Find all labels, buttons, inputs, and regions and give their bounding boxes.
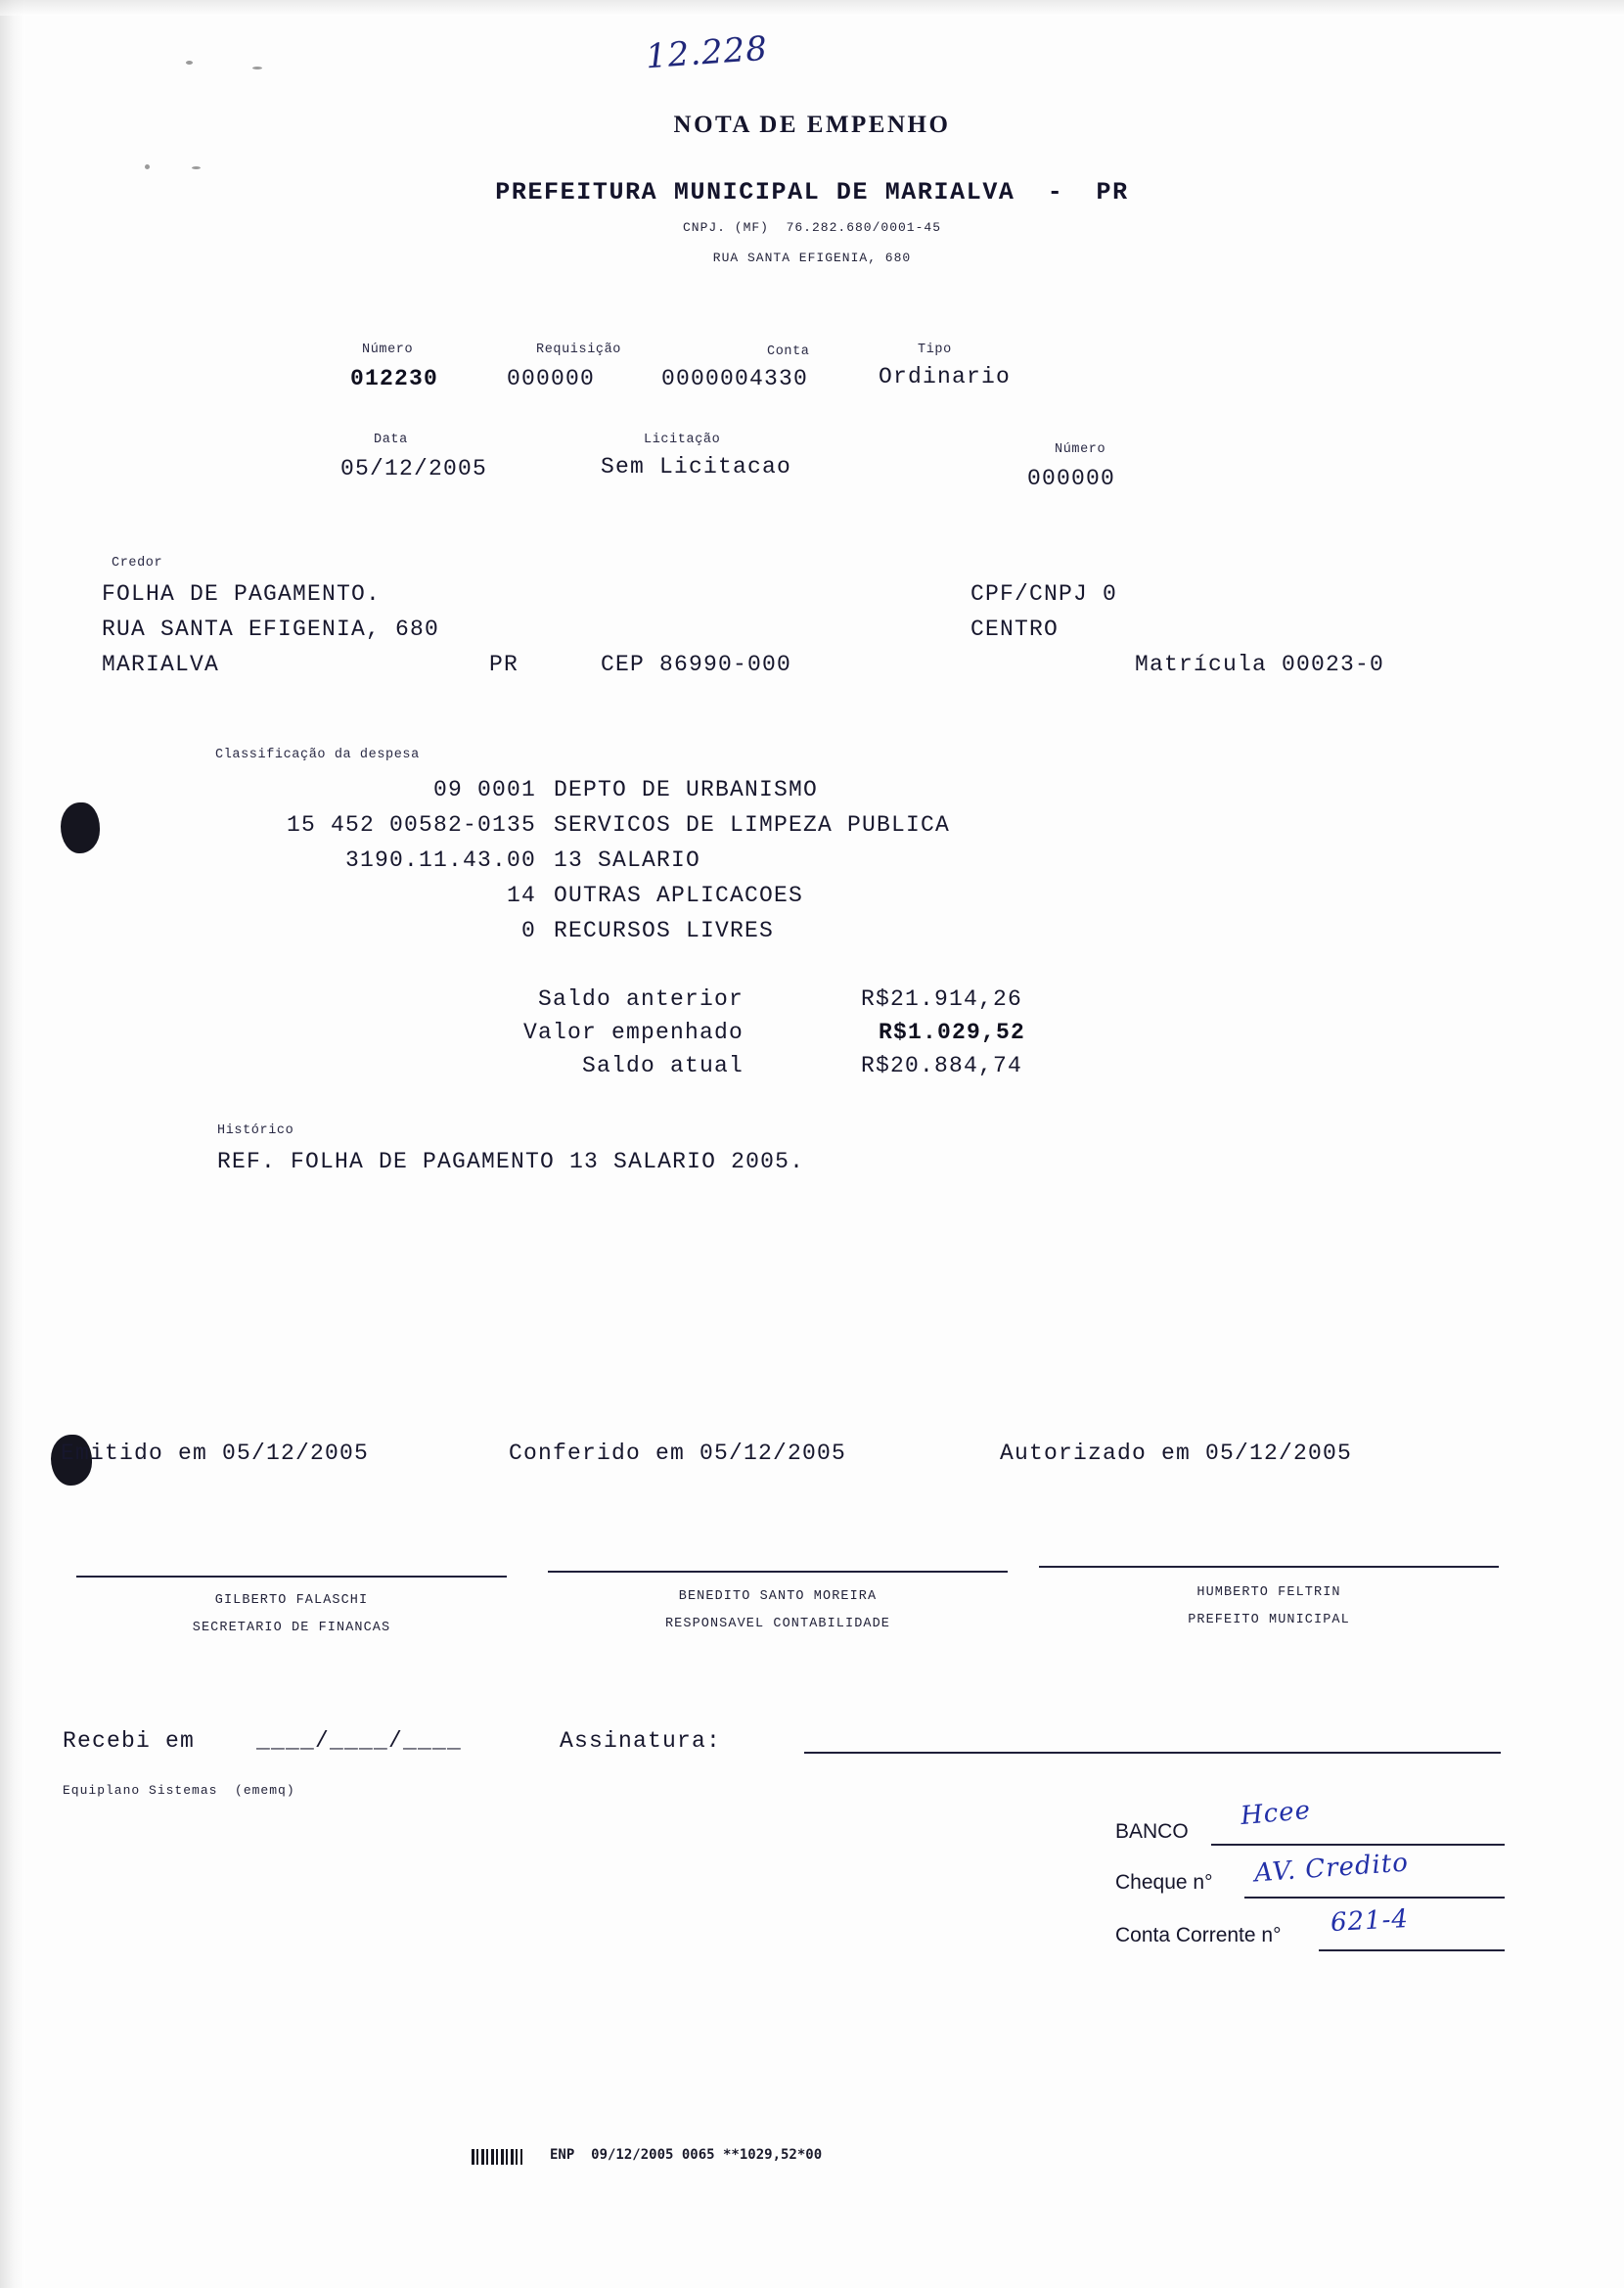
credor-cpf-cnpj: CPF/CNPJ 0 <box>970 581 1118 607</box>
barcode-icon <box>472 2149 522 2165</box>
conferido-em: Conferido em 05/12/2005 <box>509 1441 847 1466</box>
assinatura-line <box>804 1752 1501 1754</box>
field-value-tipo: Ordinario <box>879 364 1012 389</box>
saldo-atual-label: Saldo atual <box>581 1053 744 1078</box>
field-value-data: 05/12/2005 <box>340 456 488 481</box>
valor-empenhado-value: R$1.029,52 <box>879 1020 1026 1045</box>
credor-street: RUA SANTA EFIGENIA, 680 <box>102 617 440 642</box>
credor-name: FOLHA DE PAGAMENTO. <box>102 581 382 607</box>
signature-name-3: HUMBERTO FELTRIN <box>1196 1585 1341 1600</box>
field-value-numero: 012230 <box>350 366 439 391</box>
assinatura-label: Assinatura: <box>560 1728 722 1754</box>
field-label-requisicao: Requisição <box>536 343 622 357</box>
field-value-licitacao-numero: 000000 <box>1027 466 1116 491</box>
field-value-requisicao: 000000 <box>507 366 596 391</box>
classificacao-code-4: 0 <box>520 918 536 943</box>
credor-city: MARIALVA <box>102 652 220 677</box>
credor-cep: CEP 86990-000 <box>601 652 792 677</box>
credor-bairro: CENTRO <box>970 617 1060 642</box>
recebi-em-date-blanks: ____/____/____ <box>256 1728 463 1754</box>
saldo-anterior-label: Saldo anterior <box>537 986 744 1012</box>
field-label-licitacao-numero: Número <box>1055 442 1106 457</box>
field-label-credor: Credor <box>112 556 163 571</box>
ink-blot <box>61 802 100 853</box>
scan-edge-left <box>0 0 25 2288</box>
scan-speck <box>186 61 193 65</box>
conta-corrente-line <box>1319 1949 1505 1951</box>
organization-name: PREFEITURA MUNICIPAL DE MARIALVA - PR <box>495 178 1129 206</box>
recebi-em-label: Recebi em <box>63 1728 196 1754</box>
classificacao-desc-2: 13 SALARIO <box>554 847 701 873</box>
banco-label: BANCO <box>1115 1820 1189 1843</box>
signature-line-3 <box>1039 1566 1499 1568</box>
signature-role-1: SECRETARIO DE FINANCAS <box>192 1621 391 1635</box>
field-label-data: Data <box>374 433 408 447</box>
saldo-anterior-value: R$21.914,26 <box>861 986 1023 1012</box>
scan-speck <box>192 166 201 169</box>
banco-handwritten-value: Hcee <box>1239 1795 1313 1832</box>
classificacao-desc-3: OUTRAS APLICACOES <box>554 883 804 908</box>
credor-matricula: Matrícula 00023-0 <box>1135 652 1385 677</box>
signature-name-1: GILBERTO FALASCHI <box>214 1593 369 1608</box>
classificacao-code-1: 15 452 00582-0135 <box>286 812 536 838</box>
page-title: NOTA DE EMPENHO <box>673 112 951 138</box>
field-label-classificacao: Classificação da despesa <box>215 748 420 762</box>
credor-uf: PR <box>489 652 519 677</box>
signature-role-3: PREFEITO MUNICIPAL <box>1188 1613 1350 1627</box>
cheque-line <box>1244 1897 1505 1899</box>
cheque-label: Cheque n° <box>1115 1871 1213 1894</box>
field-value-conta: 0000004330 <box>661 366 809 391</box>
field-value-licitacao: Sem Licitacao <box>601 454 792 480</box>
classificacao-code-0: 09 0001 <box>432 777 536 802</box>
valor-empenhado-label: Valor empenhado <box>522 1020 744 1045</box>
classificacao-desc-0: DEPTO DE URBANISMO <box>554 777 819 802</box>
signature-line-1 <box>76 1576 507 1578</box>
emitido-em: Emitido em 05/12/2005 <box>61 1441 370 1466</box>
banco-line <box>1211 1844 1505 1846</box>
organization-address: RUA SANTA EFIGENIA, 680 <box>712 251 912 265</box>
scan-edge-top <box>0 0 1624 16</box>
historico-text: REF. FOLHA DE PAGAMENTO 13 SALARIO 2005. <box>217 1149 805 1174</box>
conta-corrente-label: Conta Corrente n° <box>1115 1924 1282 1946</box>
autorizado-em: Autorizado em 05/12/2005 <box>1000 1441 1353 1466</box>
classificacao-code-3: 14 <box>506 883 536 908</box>
conta-corrente-handwritten-value: 621-4 <box>1330 1903 1410 1939</box>
field-label-historico: Histórico <box>217 1123 294 1138</box>
organization-cnpj: CNPJ. (MF) 76.282.680/0001-45 <box>682 220 942 235</box>
classificacao-desc-1: SERVICOS DE LIMPEZA PUBLICA <box>554 812 951 838</box>
system-credit: Equiplano Sistemas (ememq) <box>63 1783 295 1798</box>
field-label-numero: Número <box>362 343 414 357</box>
scan-speck <box>252 67 262 69</box>
footer-stamp-code: ENP 09/12/2005 0065 **1029,52*00 <box>550 2147 823 2163</box>
signature-line-2 <box>548 1571 1008 1573</box>
classificacao-code-2: 3190.11.43.00 <box>344 847 536 873</box>
saldo-atual-value: R$20.884,74 <box>861 1053 1023 1078</box>
classificacao-desc-4: RECURSOS LIVRES <box>554 918 775 943</box>
cheque-handwritten-value: AV. Credito <box>1253 1848 1410 1889</box>
handwritten-document-number: 12.228 <box>644 28 770 77</box>
signature-name-2: BENEDITO SANTO MOREIRA <box>678 1589 878 1604</box>
signature-role-2: RESPONSAVEL CONTABILIDADE <box>664 1617 891 1631</box>
scan-speck <box>145 164 150 169</box>
field-label-conta: Conta <box>767 344 810 359</box>
field-label-tipo: Tipo <box>918 343 952 357</box>
field-label-licitacao: Licitação <box>644 433 721 447</box>
